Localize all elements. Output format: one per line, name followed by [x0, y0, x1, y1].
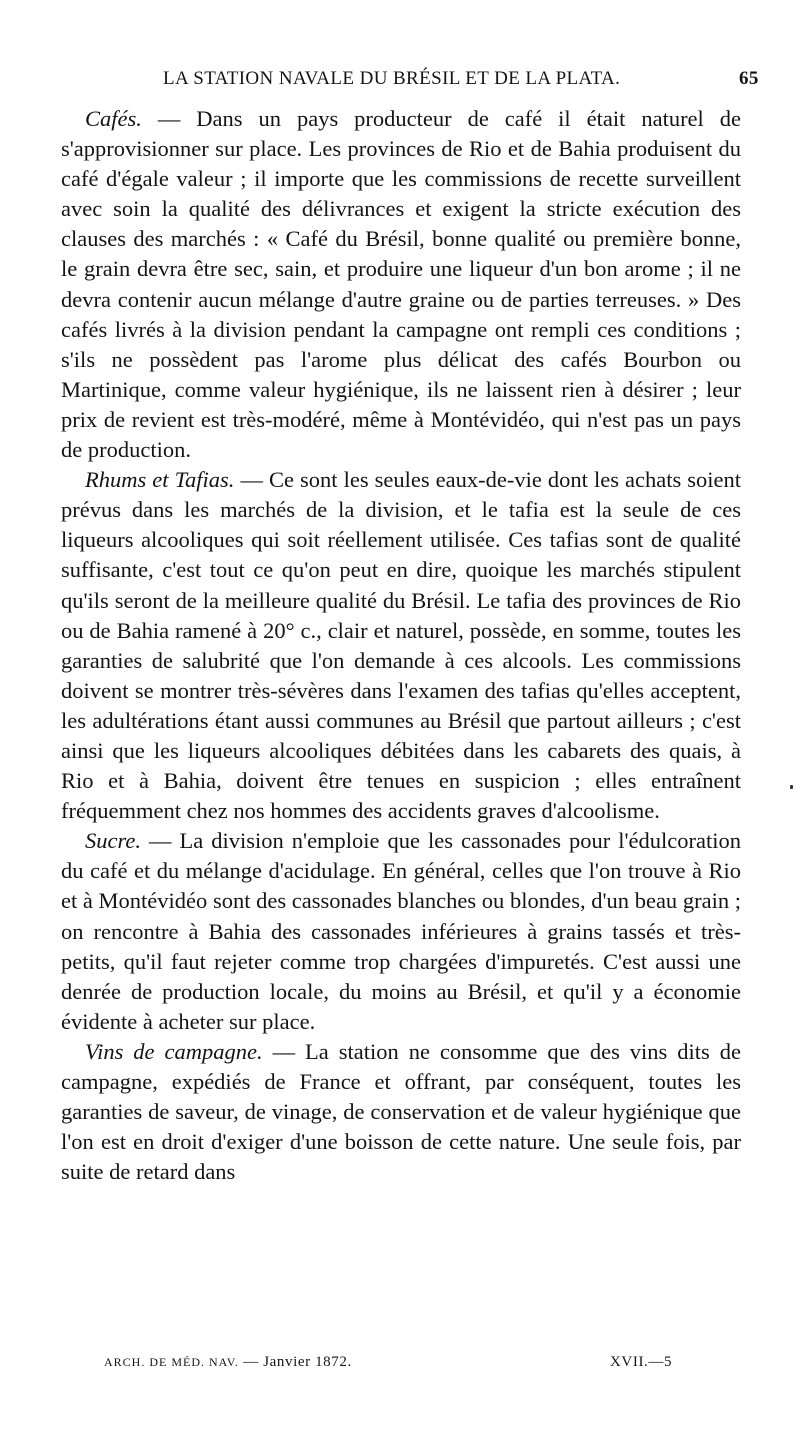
paragraph-heading: Cafés.: [85, 106, 142, 131]
page-footer: [0, 1352, 800, 1380]
journal-citation: [104, 1354, 352, 1371]
ink-speck: [790, 785, 793, 789]
paragraph-rhums-tafias: [61, 465, 741, 826]
paragraph-vins: [61, 1037, 741, 1187]
paragraph-text: — Dans un pays producteur de café il était naturel de s'approvisionner sur place. Les provinces de Rio et de Bahia produisent du café d'égale valeur ; il importe que les commissions de recette surveillent avec soin la qualité des délivrances et exigent la stricte exécution des clauses des marchés : « Café du Brésil, bonne qualité ou première bonne, le grain devra être sec, sain, et produire une liqueur d'un bon arome ; il ne devra contenir aucun mélange d'autre graine ou de parties terreuses. » Des cafés livrés à la division pendant la campagne ont rempli ces conditions ; s'ils ne possèdent pas l'arome plus délicat des cafés Bourbon ou Martinique, comme valeur hygiénique, ils ne laissent rien à désirer ; leur prix de revient est très-modéré, même à Montévidéo, qui n'est pas un pays de production.: [61, 106, 741, 463]
journal-name: ARCH. DE MÉD. NAV.: [104, 1355, 239, 1369]
paragraph-heading: Sucre.: [85, 828, 142, 854]
body-text: [61, 104, 741, 1187]
signature-mark: XVII.—5: [610, 1354, 673, 1370]
paragraph-sucre: [61, 826, 741, 1037]
running-title: LA STATION NAVALE DU BRÉSIL ET DE LA PLATA.: [163, 68, 621, 89]
paragraph-cafes: [61, 104, 741, 465]
paragraph-text: — La division n'emploie que les cassonades pour l'édulcoration du café et du mélange d'acidulage. En général, celles que l'on trouve à Rio et à Montévidéo sont des cassonades blanches ou blondes, d'un beau grain ; on rencontre à Bahia des cassonades inférieures à grains tassés et très-petits, qu'il faut rejeter comme trop chargées d'impuretés. C'est aussi une denrée de production locale, du moins au Brésil, et qu'il y a économie évidente à acheter sur place.: [61, 828, 741, 1034]
paragraph-heading: Rhums et Tafias.: [85, 467, 235, 493]
journal-date: — Janvier 1872.: [238, 1354, 352, 1370]
running-head: [0, 66, 800, 96]
paragraph-heading: Vins de campagne.: [85, 1038, 263, 1064]
paragraph-text: — La station ne consomme que des vins dits de campagne, expédiés de France et offrant, par conséquent, toutes les garanties de saveur, de vinage, de conservation et de valeur hygiénique que l'on est en droit d'exiger d'une boisson de cette nature. Une seule fois, par suite de retard dans: [61, 1038, 741, 1185]
page-number: 65: [739, 68, 759, 89]
paragraph-text: — Ce sont les seules eaux-de-vie dont les achats soient prévus dans les marchés de la division, et le tafia est la seule de ces liqueurs alcooliques qui soit réellement utilisée. Ces tafias sont de qualité suffisante, c'est tout ce qu'on peut en dire, quoique les marchés stipulent qu'ils seront de la meilleure qualité du Brésil. Le tafia des provinces de Rio ou de Bahia ramené à 20° c., clair et naturel, possède, en somme, toutes les garanties de salubrité que l'on demande à ces alcools. Les commissions doivent se montrer très-sévères dans l'examen des tafias qu'elles acceptent, les adultérations étant aussi communes au Brésil que partout ailleurs ; c'est ainsi que les liqueurs alcooliques débitées dans les cabarets des quais, à Rio et à Bahia, doivent être tenues en suspicion ; elles entraînent fréquemment chez nos hommes des accidents graves d'alcoolisme.: [61, 467, 741, 824]
